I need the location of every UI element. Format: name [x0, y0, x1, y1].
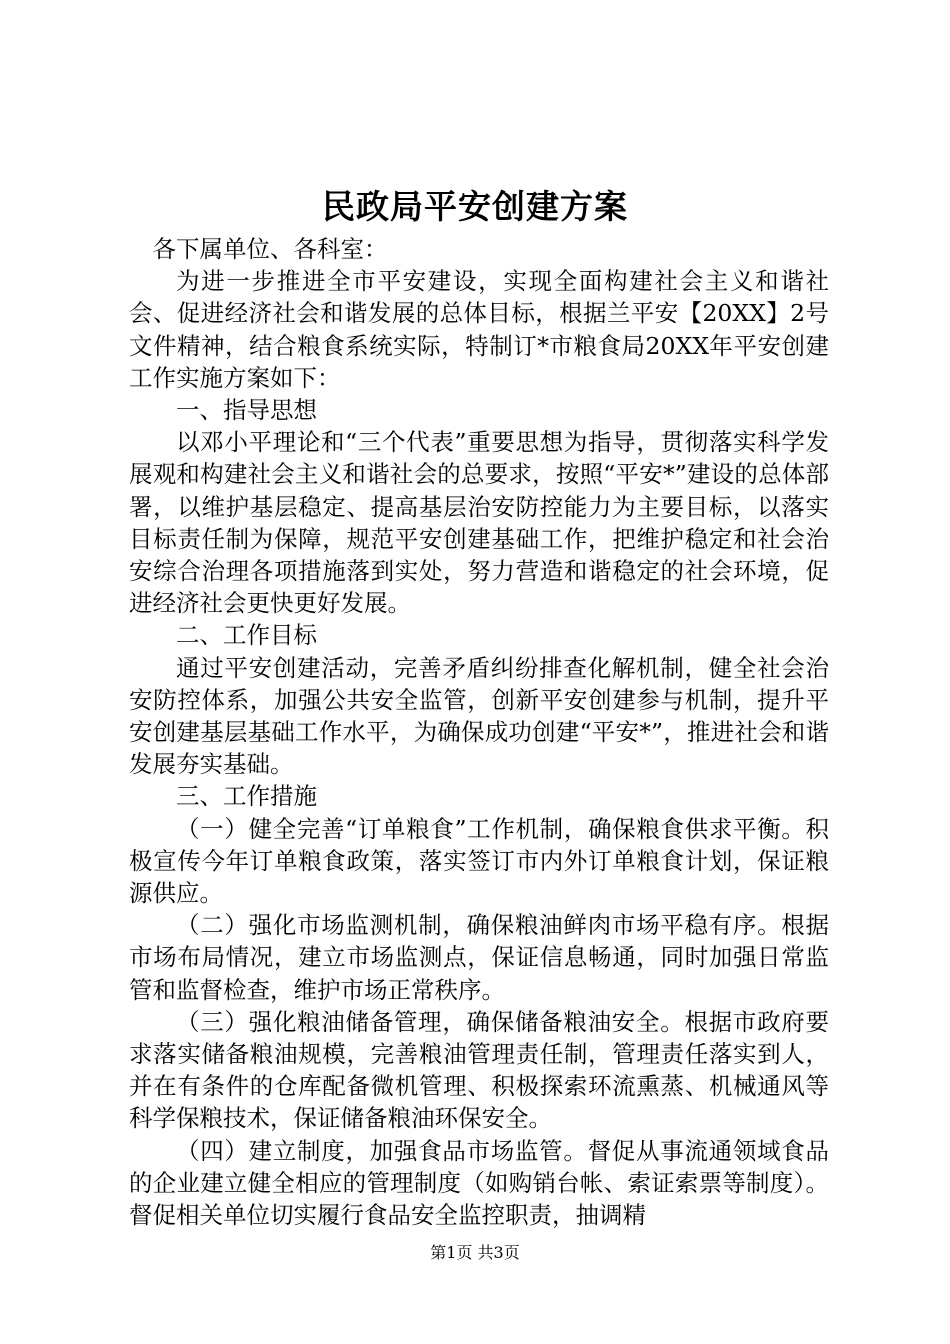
section-heading-work-goals: 二、工作目标 [176, 621, 317, 650]
page-footer: 第1页 共3页 [430, 1243, 520, 1262]
section-heading-work-measures: 三、工作措施 [176, 782, 317, 811]
work-goals-paragraph: 通过平安创建活动，完善矛盾纠纷排查化解机制，健全社会治安防控体系，加强公共安全监管，创新平安创建参与机制，提升平安创建基层基础工作水平，为确保成功创建“平安*”，推进社会和谐发展夯实基础。 [129, 653, 829, 779]
salutation-paragraph: 各下属单位、各科室： [152, 235, 388, 263]
measure-paragraph-2: （二）强化市场监测机制，确保粮油鲜肉市场平稳有序。根据市场布局情况，建立市场监测点，保证信息畅通，同时加强日常监管和监督检查，维护市场正常秩序。 [129, 911, 829, 1004]
measure-paragraph-3: （三）强化粮油储备管理，确保储备粮油安全。根据市政府要求落实储备粮油规模，完善粮油管理责任制，管理责任落实到人，并在有条件的仓库配备微机管理、积极探索环流熏蒸、机械通风等科学保粮技术，保证储备粮油环保安全。 [129, 1007, 829, 1133]
document-title: 民政局平安创建方案 [322, 187, 628, 226]
measure-paragraph-4: （四）建立制度，加强食品市场监管。督促从事流通领域食品的企业建立健全相应的管理制度（如购销台帐、索证索票等制度）。督促相关单位切实履行食品安全监控职责，抽调精 [129, 1136, 829, 1230]
measure-paragraph-1: （一）健全完善“订单粮食”工作机制，确保粮食供求平衡。积极宣传今年订单粮食政策，落实签订市内外订单粮食计划，保证粮源供应。 [129, 814, 829, 908]
guiding-ideology-paragraph: 以邓小平理论和“三个代表”重要思想为指导，贯彻落实科学发展观和构建社会主义和谐社会的总要求，按照“平安*”建设的总体部署，以维护基层稳定、提高基层治安防控能力为主要目标，以落实目标责任制为保障，规范平安创建基础工作，把维护稳定和社会治安综合治理各项措施落到实处，努力营造和谐稳定的社会环境，促进经济社会更快更好发展。 [129, 428, 829, 618]
intro-paragraph: 为进一步推进全市平安建设，实现全面构建社会主义和谐社会、促进经济社会和谐发展的总体目标，根据兰平安【20XX】2号文件精神，结合粮食系统实际，特制订*市粮食局20XX年平安创建工作实施方案如下： [129, 267, 829, 392]
section-heading-guiding-ideology: 一、指导思想 [176, 396, 317, 425]
document-body [129, 233, 829, 1231]
